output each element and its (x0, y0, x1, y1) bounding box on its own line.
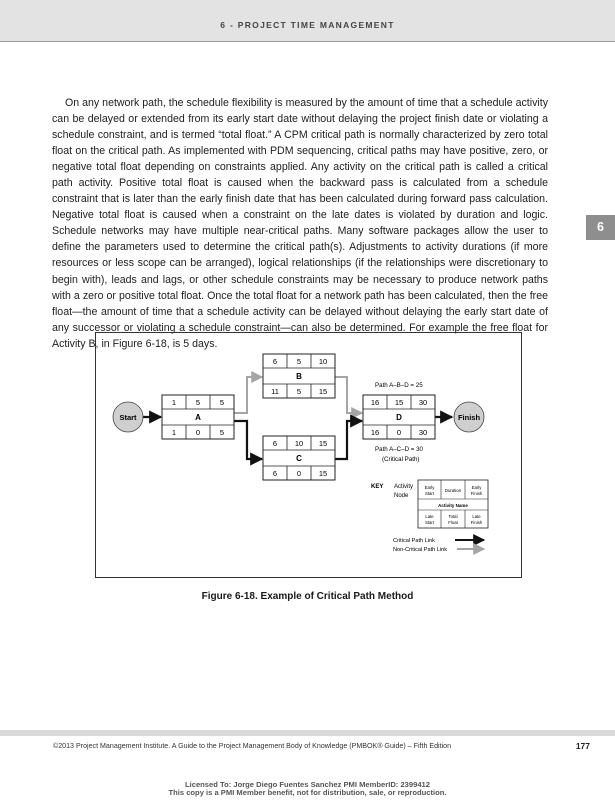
page-header (0, 0, 615, 42)
link-a-to-c (234, 421, 262, 459)
body-paragraph: On any network path, the schedule flexibility is measured by the amount of time that a schedule activity can be delayed or extended from its early start date without delaying the project finish date or violating a schedule constraint, and is termed “total float.” A CPM critical path is normally characterized by zero total float on the critical path. As implemented with PDM sequencing, critical paths may have positive, zero, or negative total float depending on constraints applied. Any activity on the critical path is called a critical path activity. Positive total float is caused when the backward pass is calculated from a schedule constraint that is later than the early finish date that has been calculated during forward pass calculation. Negative total float is caused when a constraint on the late dates is violated by duration and logic. Schedule networks may have multiple near-critical paths. Many software packages allow the user to define the parameters used to determine the critical path(s). Adjustments to activity durations (if more resources or less scope can be arranged), logical relationships (if the relationships were discretionary to begin with), leads and lags, or other schedule constraints may be necessary to produce network paths with a zero or positive total float. Once the total float for a network path has been calculated, then the free float—the amount of time that a schedule activity can be delayed without delaying the early start date of any successor or violating a schedule constraint—can also be determined. For example the free float for Activity B, in Figure 6-18, is 5 days. (52, 97, 548, 350)
b-early-start: 6 (272, 357, 278, 366)
d-duration: 15 (394, 398, 404, 407)
b-early-finish: 10 (318, 357, 328, 366)
a-name: A (195, 413, 201, 422)
key-total-float-2: Float (448, 520, 458, 525)
link-c-to-d (335, 421, 362, 459)
c-name: C (296, 454, 302, 463)
key-legend (371, 480, 488, 553)
d-late-start: 16 (370, 428, 380, 437)
key-early-finish-1: Early (471, 485, 482, 490)
key-title: KEY (371, 484, 384, 490)
activity-node-b (263, 354, 335, 398)
b-late-start: 11 (271, 387, 279, 396)
a-early-start: 1 (171, 398, 177, 407)
key-node: Node (394, 493, 409, 499)
b-late-finish: 15 (318, 387, 328, 396)
footer-copyright: ©2013 Project Management Institute. A Guide to the Project Management Body of Knowledge (PMBOK® Guide) – Fifth Edition (53, 742, 452, 750)
link-b-to-d (335, 377, 362, 413)
start-label: Start (119, 413, 137, 422)
a-total-float: 0 (195, 428, 201, 437)
b-name: B (296, 372, 302, 381)
finish-label: Finish (457, 413, 481, 422)
key-late-finish-1: Late (472, 514, 481, 519)
header-title: 6 - PROJECT TIME MANAGEMENT (220, 20, 395, 30)
key-late-start-1: Late (425, 514, 434, 519)
activity-node-d (363, 395, 435, 439)
key-duration: Duration (444, 488, 462, 493)
path-abd-label: Path A–B–D = 25 (375, 382, 423, 389)
c-late-finish: 15 (318, 469, 328, 478)
link-a-to-b (234, 377, 262, 413)
chapter-tab[interactable]: 6 (586, 215, 615, 240)
license-line-1: Licensed To: Jorge Diego Fuentes Sanchez PMI MemberID: 2399412 (184, 780, 431, 789)
a-early-finish: 5 (219, 398, 225, 407)
page-number: 177 (575, 741, 590, 751)
key-early-finish-2: Finish (470, 491, 483, 496)
header-rule (0, 41, 615, 42)
d-name: D (396, 413, 402, 422)
d-early-start: 16 (370, 398, 380, 407)
license-line-2: This copy is a PMI Member benefit, not for distribution, sale, or reproduction. (168, 788, 447, 797)
key-late-finish-2: Finish (470, 520, 483, 525)
c-early-finish: 15 (318, 439, 328, 448)
c-total-float: 0 (296, 469, 302, 478)
c-early-start: 6 (272, 439, 278, 448)
key-late-start-2: Start (424, 520, 435, 525)
activity-node-a (162, 395, 234, 439)
d-total-float: 0 (396, 428, 402, 437)
c-late-start: 6 (272, 469, 278, 478)
a-late-start: 1 (171, 428, 177, 437)
critical-path-note: (Critical Path) (382, 456, 420, 463)
figure-caption: Figure 6-18. Example of Critical Path Method (201, 591, 414, 602)
path-acd-label: Path A–C–D = 30 (375, 446, 423, 453)
key-early-start-2: Start (424, 491, 435, 496)
b-total-float: 5 (296, 387, 302, 396)
key-activity: Activity (394, 484, 414, 490)
a-late-finish: 5 (219, 428, 225, 437)
key-noncritical-link-label: Non-Critical Path Link (393, 547, 448, 553)
d-early-finish: 30 (418, 398, 428, 407)
b-duration: 5 (296, 357, 302, 366)
key-total-float-1: Total (448, 514, 458, 519)
key-early-start-1: Early (424, 485, 435, 490)
cpm-network-diagram (95, 332, 522, 578)
c-duration: 10 (294, 439, 304, 448)
d-late-finish: 30 (418, 428, 428, 437)
key-activity-name: Activity Name (438, 503, 468, 508)
key-critical-link-label: Critical Path Link (393, 538, 435, 544)
footer-rule (0, 730, 615, 736)
activity-node-c (263, 436, 335, 480)
a-duration: 5 (195, 398, 201, 407)
